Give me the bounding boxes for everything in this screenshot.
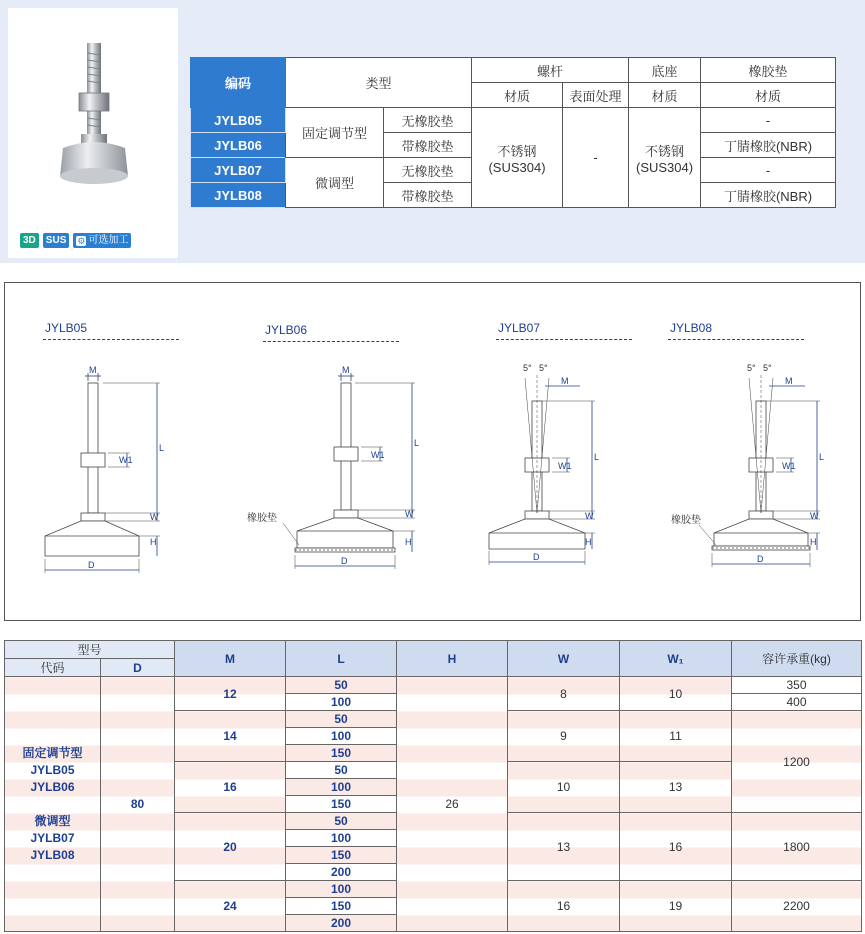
header-w1: W₁ (620, 641, 732, 677)
header-base: 底座 (629, 58, 701, 83)
header-w: W (508, 641, 620, 677)
code-line: 固定调节型 (22, 745, 83, 760)
d-cell: 80 (101, 677, 175, 932)
drawing-jylb07 (489, 373, 595, 565)
dim-l: L (594, 452, 600, 462)
l-cell: 50 (286, 762, 397, 779)
dim-w1: W1 (558, 461, 572, 471)
drawing-label: JYLB06 (265, 323, 308, 337)
pad-cell: - (701, 108, 836, 133)
header-code: 编码 (191, 58, 286, 108)
code-line (5, 796, 100, 813)
optional-processing-label: 可选加工 (88, 235, 129, 246)
dim-h: H (810, 537, 817, 547)
variant-cell: 带橡胶垫 (384, 133, 472, 158)
dim-d: D (757, 554, 764, 564)
code-cell: JYLB08 (191, 183, 286, 208)
w-cell: 16 (508, 881, 620, 932)
header-screw-material: 材质 (472, 83, 563, 108)
pad-cell: 丁腈橡胶(NBR) (701, 133, 836, 158)
dim-angle: 5° (763, 363, 772, 373)
rubber-pad-label: 橡胶垫 (671, 515, 701, 526)
dim-d: D (88, 560, 95, 570)
m-cell: 20 (175, 813, 286, 881)
header-pad-material: 材质 (701, 83, 836, 108)
l-cell: 200 (286, 915, 397, 932)
dim-m: M (342, 365, 350, 375)
dim-angle: 5° (747, 363, 756, 373)
m-cell: 14 (175, 711, 286, 762)
dim-l: L (819, 452, 825, 462)
variant-cell: 无橡胶垫 (384, 108, 472, 133)
dim-w: W (150, 512, 159, 522)
drawing-jylb06 (283, 373, 415, 569)
code-cell: JYLB07 (191, 158, 286, 183)
code-cell (5, 677, 101, 932)
dim-angle: 5° (539, 363, 548, 373)
m-cell: 24 (175, 881, 286, 932)
dim-w1: W1 (119, 455, 133, 465)
drawing-canvas (5, 283, 860, 620)
dim-w: W (405, 509, 414, 519)
m-cell: 16 (175, 762, 286, 813)
l-cell: 50 (286, 711, 397, 728)
pad-cell: - (701, 158, 836, 183)
dim-h: H (585, 537, 592, 547)
dim-d: D (533, 552, 540, 562)
load-cell: 2200 (732, 881, 862, 932)
drawing-jylb08 (699, 373, 820, 567)
dim-w: W (810, 511, 819, 521)
header-d: D (101, 659, 175, 677)
rubber-pad-label: 橡胶垫 (247, 513, 277, 524)
l-cell: 100 (286, 694, 397, 711)
dim-l: L (159, 443, 165, 453)
l-cell: 100 (286, 881, 397, 898)
leveling-foot-image (8, 8, 178, 228)
load-cell: 350 (732, 677, 862, 694)
header-model: 型号 (5, 641, 175, 659)
w1-cell: 13 (620, 762, 732, 813)
pad-cell: 丁腈橡胶(NBR) (701, 183, 836, 208)
dim-l: L (414, 438, 420, 448)
load-cell: 1200 (732, 711, 862, 813)
code-line: JYLB08 (30, 847, 75, 862)
code-line: JYLB05 (30, 762, 75, 777)
dim-h: H (405, 537, 412, 547)
w1-cell: 19 (620, 881, 732, 932)
dimension-table (4, 640, 862, 932)
group-micro: 微调型 (286, 158, 384, 208)
w1-cell: 16 (620, 813, 732, 881)
header-m: M (175, 641, 286, 677)
header-l: L (286, 641, 397, 677)
dim-w: W (585, 511, 594, 521)
m-cell: 12 (175, 677, 286, 711)
dim-w1: W1 (782, 461, 796, 471)
w1-cell: 10 (620, 677, 732, 711)
code-line: JYLB06 (30, 779, 75, 794)
3d-badge: 3D (20, 233, 39, 248)
surface-cell: - (563, 108, 629, 208)
code-line: JYLB07 (30, 830, 75, 845)
l-cell: 50 (286, 677, 397, 694)
dim-m: M (561, 376, 569, 386)
dim-w1: W1 (371, 450, 385, 460)
spec-table (190, 57, 836, 208)
header-load: 容许承重(kg) (732, 641, 862, 677)
w-cell: 10 (508, 762, 620, 813)
dim-h: H (150, 537, 157, 547)
l-cell: 150 (286, 745, 397, 762)
l-cell: 100 (286, 830, 397, 847)
header-pad: 橡胶垫 (701, 58, 836, 83)
header-code: 代码 (5, 659, 101, 677)
code-cell: JYLB06 (191, 133, 286, 158)
header-type: 类型 (286, 58, 472, 108)
l-cell: 100 (286, 728, 397, 745)
load-cell: 1800 (732, 813, 862, 881)
technical-drawings (4, 282, 861, 621)
w-cell: 9 (508, 711, 620, 762)
drawing-jylb05 (45, 373, 160, 573)
l-cell: 50 (286, 813, 397, 830)
l-cell: 150 (286, 898, 397, 915)
dim-m: M (785, 376, 793, 386)
variant-cell: 无橡胶垫 (384, 158, 472, 183)
header-screw-surface: 表面处理 (563, 83, 629, 108)
dim-angle: 5° (523, 363, 532, 373)
l-cell: 100 (286, 779, 397, 796)
load-cell: 400 (732, 694, 862, 711)
drawing-label: JYLB08 (670, 321, 713, 335)
header-base-material: 材质 (629, 83, 701, 108)
product-photo (8, 8, 178, 258)
l-cell: 200 (286, 864, 397, 881)
feature-badges (20, 233, 131, 248)
w-cell: 13 (508, 813, 620, 881)
dim-m: M (89, 365, 97, 375)
w1-cell: 11 (620, 711, 732, 762)
sus-badge: SUS (43, 233, 70, 248)
dim-d: D (341, 556, 348, 566)
h-cell: 26 (397, 677, 508, 932)
screw-material-cell: 不锈钢 (SUS304) (472, 108, 563, 208)
drawing-label: JYLB05 (45, 321, 88, 335)
base-material-cell: 不锈钢 (SUS304) (629, 108, 701, 208)
optional-processing-badge (73, 233, 131, 248)
drawing-label: JYLB07 (498, 321, 541, 335)
product-header (0, 0, 865, 263)
header-h: H (397, 641, 508, 677)
w-cell: 8 (508, 677, 620, 711)
l-cell: 150 (286, 796, 397, 813)
code-cell: JYLB05 (191, 108, 286, 133)
code-line: 微调型 (34, 813, 71, 828)
l-cell: 150 (286, 847, 397, 864)
variant-cell: 带橡胶垫 (384, 183, 472, 208)
gear-icon: ⚙ (77, 235, 86, 246)
group-fixed: 固定调节型 (286, 108, 384, 158)
header-screw: 螺杆 (472, 58, 629, 83)
